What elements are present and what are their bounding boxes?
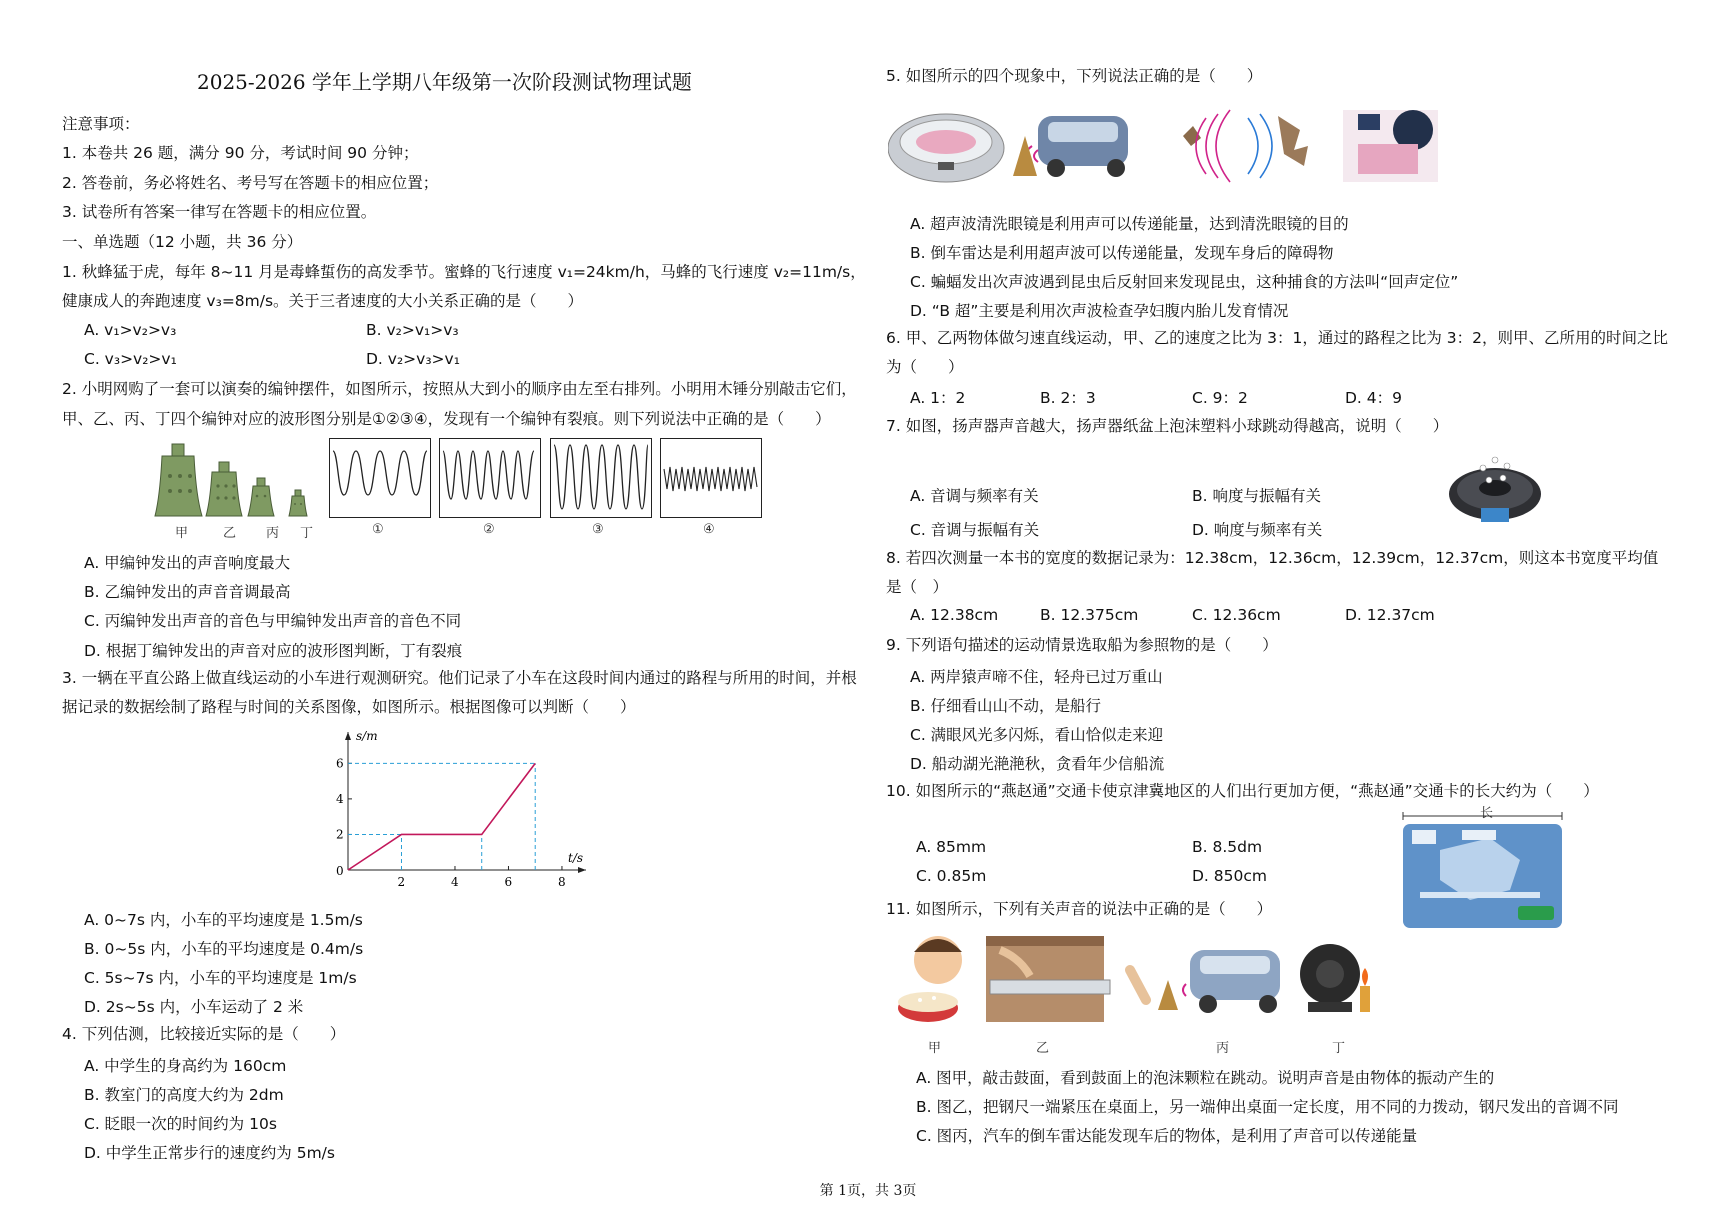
- q2-option-c: C. 丙编钟发出声音的音色与甲编钟发出声音的音色不同: [84, 612, 462, 630]
- q3-option-b: B. 0~5s 内，小车的平均速度是 0.4m/s: [84, 940, 364, 958]
- q5-option-b: B. 倒车雷达是利用超声波可以传递能量，发现车身后的障碍物: [910, 244, 1334, 262]
- y-tick-label: 4: [336, 791, 344, 806]
- q11-pictures: [890, 930, 1390, 1030]
- q4-option-c: C. 眨眼一次的时间约为 10s: [84, 1115, 277, 1133]
- bell-label: 乙: [223, 526, 237, 541]
- notice-header: 注意事项：: [62, 115, 140, 133]
- notice-item: 2. 答卷前，务必将姓名、考号写在答题卡的相应位置；: [62, 174, 439, 192]
- q2-stem: 2. 小明网购了一套可以演奏的编钟摆件，如图所示，按照从大到小的顺序由左至右排列。小明用木锤分别敲击它们，: [62, 380, 857, 398]
- q10-option-a: A. 85mm: [916, 838, 987, 856]
- q8-option-d: D. 12.37cm: [1345, 606, 1435, 624]
- q9-option-a: A. 两岸猿声啼不住，轻舟已过万重山: [910, 668, 1163, 686]
- q9-stem: 9. 下列语句描述的运动情景选取船为参照物的是（ ）: [886, 636, 1278, 654]
- q7-option-c: C. 音调与振幅有关: [910, 521, 1040, 539]
- bell-label: 甲: [175, 526, 189, 541]
- q11-fig-label: 甲: [928, 1041, 942, 1056]
- q3-option-d: D. 2s~5s 内，小车运动了 2 米: [84, 998, 304, 1016]
- wave-label: ①: [372, 522, 384, 537]
- q8-option-c: C. 12.36cm: [1192, 606, 1281, 624]
- waveform-1: [329, 438, 431, 518]
- q2-option-a: A. 甲编钟发出的声音响度最大: [84, 554, 291, 572]
- q4-stem: 4. 下列估测，比较接近实际的是（ ）: [62, 1025, 346, 1043]
- y-axis-label: s/m: [356, 730, 378, 743]
- q1-option-c: C. v₃>v₂>v₁: [84, 350, 177, 368]
- wave-label: ③: [592, 522, 604, 537]
- q11-option-a: A. 图甲，敲击鼓面，看到鼓面上的泡沫颗粒在跳动。说明声音是由物体的振动产生的: [916, 1069, 1495, 1087]
- page-title: 2025-2026 学年上学期八年级第一次阶段测试物理试题: [197, 70, 692, 94]
- q6-option-c: C. 9：2: [1192, 389, 1248, 407]
- origin-label: 0: [336, 864, 344, 878]
- q6-stem: 为（ ）: [886, 358, 964, 376]
- q8-option-b: B. 12.375cm: [1040, 606, 1139, 624]
- bat-echolocation-picture: [1183, 110, 1308, 182]
- q5-stem: 5. 如图所示的四个现象中，下列说法正确的是（ ）: [886, 67, 1263, 85]
- speaker-picture: [1445, 448, 1545, 526]
- notice-item: 1. 本卷共 26 题，满分 90 分，考试时间 90 分钟；: [62, 144, 419, 162]
- q5-option-d: D. “B 超”主要是利用次声波检查孕妇腹内胎儿发育情况: [910, 302, 1289, 320]
- q5-pictures: [888, 106, 1453, 186]
- q6-option-b: B. 2：3: [1040, 389, 1096, 407]
- bell-label: 丁: [300, 526, 314, 541]
- q4-option-d: D. 中学生正常步行的速度约为 5m/s: [84, 1144, 335, 1162]
- waveform-3: [550, 438, 652, 518]
- q7-option-d: D. 响度与频率有关: [1192, 521, 1323, 539]
- q6-stem: 6. 甲、乙两物体做匀速直线运动，甲、乙的速度之比为 3：1，通过的路程之比为 3：2，则甲、乙所用的时间之比: [886, 329, 1669, 347]
- series-line: [348, 763, 535, 870]
- x-tick-label: 2: [397, 875, 406, 889]
- q11-stem: 11. 如图所示，下列有关声音的说法中正确的是（ ）: [886, 900, 1273, 918]
- car-radar-picture: [1130, 950, 1280, 1013]
- notice-item: 3. 试卷所有答案一律写在答题卡的相应位置。: [62, 203, 377, 221]
- q9-option-b: B. 仔细看山山不动，是船行: [910, 697, 1101, 715]
- reversing-car-picture: [1013, 116, 1128, 177]
- q1-option-a: A. v₁>v₂>v₃: [84, 321, 177, 339]
- q1-stem: 健康成人的奔跑速度 v₃=8m/s。关于三者速度的大小关系正确的是（ ）: [62, 292, 584, 310]
- q4-option-b: B. 教室门的高度大约为 2dm: [84, 1086, 284, 1104]
- x-tick-label: 8: [557, 875, 566, 889]
- b-ultrasound-picture: [1343, 110, 1438, 182]
- q7-option-a: A. 音调与频率有关: [910, 487, 1039, 505]
- q10-stem: 10. 如图所示的“燕赵通”交通卡使京津冀地区的人们出行更加方便，“燕赵通”交通卡的长大约为（ ）: [886, 782, 1599, 800]
- q3-option-c: C. 5s~7s 内，小车的平均速度是 1m/s: [84, 969, 357, 987]
- q11-option-b: B. 图乙，把钢尺一端紧压在桌面上，另一端伸出桌面一定长度，用不同的力拨动，钢尺发出的音调不同: [916, 1098, 1619, 1116]
- q9-option-d: D. 船动湖光滟滟秋，贪看年少信船流: [910, 755, 1165, 773]
- wave-label: ④: [703, 522, 715, 537]
- waveform-2: [439, 438, 541, 518]
- q6-option-d: D. 4：9: [1345, 389, 1403, 407]
- q7-option-b: B. 响度与振幅有关: [1192, 487, 1321, 505]
- q1-stem: 1. 秋蜂猛于虎，每年 8~11 月是毒蜂蜇伤的高发季节。蜜蜂的飞行速度 v₁=24km/h，马蜂的飞行速度 v₂=11m/s，: [62, 263, 866, 281]
- q3-stem: 3. 一辆在平直公路上做直线运动的小车进行观测研究。他们记录了小车在这段时间内通过的路程与所用的时间，并根: [62, 669, 857, 687]
- q8-option-a: A. 12.38cm: [910, 606, 999, 624]
- q8-stem: 8. 若四次测量一本书的宽度的数据记录为：12.38cm，12.36cm，12.39cm，12.37cm，则这本书宽度平均值: [886, 549, 1659, 567]
- ruler-table-picture: [986, 936, 1110, 1022]
- page-footer: 第 1页，共 3页: [819, 1183, 917, 1199]
- x-axis-arrow: [578, 867, 586, 873]
- section-heading: 一、单选题（12 小题，共 36 分）: [62, 233, 303, 251]
- y-tick-label: 6: [336, 756, 344, 771]
- q2-option-d: D. 根据丁编钟发出的声音对应的波形图判断，丁有裂痕: [84, 642, 463, 660]
- y-axis-arrow: [345, 732, 351, 740]
- q4-option-a: A. 中学生的身高约为 160cm: [84, 1057, 287, 1075]
- q11-fig-label: 乙: [1036, 1041, 1050, 1056]
- x-axis-label: t/s: [568, 851, 584, 865]
- y-tick-label: 2: [336, 827, 344, 842]
- q3-stem: 据记录的数据绘制了路程与时间的关系图像，如图所示。根据图像可以判断（ ）: [62, 698, 636, 716]
- q2-option-b: B. 乙编钟发出的声音音调最高: [84, 583, 291, 601]
- card-length-label: 长: [1480, 806, 1494, 821]
- q1-option-b: B. v₂>v₁>v₃: [366, 321, 459, 339]
- q9-option-c: C. 满眼风光多闪烁，看山恰似走来迎: [910, 726, 1164, 744]
- q10-option-d: D. 850cm: [1192, 867, 1267, 885]
- q3-option-a: A. 0~7s 内，小车的平均速度是 1.5m/s: [84, 911, 363, 929]
- q11-fig-label: 丙: [1216, 1041, 1230, 1056]
- q7-stem: 7. 如图，扬声器声音越大，扬声器纸盆上泡沫塑料小球跳动得越高，说明（ ）: [886, 417, 1449, 435]
- q2-stem: 甲、乙、丙、丁四个编钟对应的波形图分别是①②③④，发现有一个编钟有裂痕。则下列说法中正确的是（ ）: [62, 410, 831, 428]
- speaker-candle-picture: [1300, 944, 1370, 1012]
- waveform-4: [660, 438, 762, 518]
- ultrasonic-cleaner-picture: [888, 114, 1004, 182]
- q5-option-a: A. 超声波清洗眼镜是利用声可以传递能量，达到清洗眼镜的目的: [910, 215, 1349, 233]
- wave-label: ②: [483, 522, 495, 537]
- q10-option-c: C. 0.85m: [916, 867, 987, 885]
- q8-stem: 是（ ）: [886, 578, 949, 596]
- drum-boy-picture: [898, 936, 962, 1022]
- x-tick-label: 4: [450, 875, 459, 889]
- transit-card-picture: [1400, 810, 1565, 930]
- q5-option-c: C. 蝙蝠发出次声波遇到昆虫后反射回来发现昆虫，这种捕食的方法叫“回声定位”: [910, 273, 1459, 291]
- q1-option-d: D. v₂>v₃>v₁: [366, 350, 460, 368]
- q11-option-c: C. 图丙，汽车的倒车雷达能发现车后的物体，是利用了声音可以传递能量: [916, 1127, 1418, 1145]
- q10-option-b: B. 8.5dm: [1192, 838, 1263, 856]
- q11-fig-label: 丁: [1332, 1041, 1346, 1056]
- x-tick-label: 6: [504, 875, 513, 889]
- bell-label: 丙: [266, 526, 280, 541]
- distance-time-chart: [330, 730, 600, 895]
- q6-option-a: A. 1：2: [910, 389, 966, 407]
